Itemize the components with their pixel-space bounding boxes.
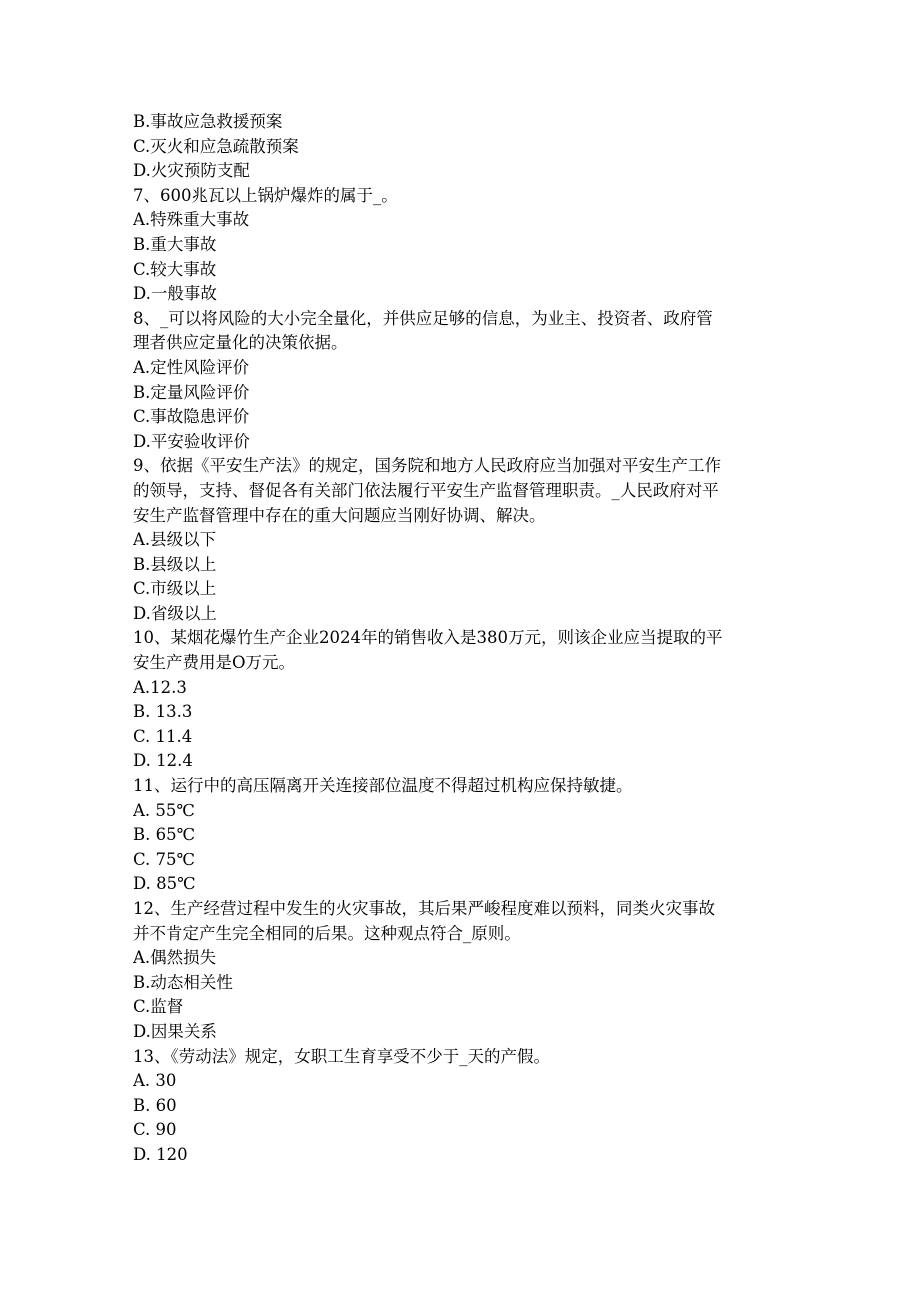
option-line: C. 11.4	[133, 726, 193, 746]
question-9-continued: 的领导，支持、督促各有关部门依法履行平安生产监督管理职责。_人民政府对平	[133, 480, 719, 500]
option-line: D.因果关系	[133, 1021, 217, 1041]
document-page	[133, 110, 793, 1168]
option-line: C. 90	[133, 1120, 177, 1140]
option-line: C.较大事故	[133, 259, 217, 279]
question-12: 12、生产经营过程中发生的火灾事故，其后果严峻程度难以预料，同类火灾事故	[133, 899, 715, 918]
option-line: C.监督	[133, 997, 184, 1017]
option-line: B.定量风险评价	[133, 382, 250, 402]
option-line: A.偶然损失	[133, 948, 217, 968]
option-line: B.重大事故	[133, 234, 217, 254]
option-line: B. 65℃	[133, 825, 196, 845]
question-9-continued: 安生产监督管理中存在的重大问题应当刚好协调、解决。	[133, 505, 546, 525]
option-line: A.12.3	[133, 677, 187, 697]
question-8: 8、_可以将风险的大小完全量化，并供应足够的信息，为业主、投资者、政府管	[133, 308, 713, 328]
question-13: 13、《劳动法》规定，女职工生育享受不少于_天的产假。	[133, 1046, 550, 1066]
option-line: C. 75℃	[133, 849, 195, 869]
option-line: C.灭火和应急疏散预案	[133, 136, 299, 156]
option-line: B. 13.3	[133, 702, 193, 722]
option-line: A.特殊重大事故	[133, 210, 250, 230]
question-9: 9、依据《平安生产法》的规定，国务院和地方人民政府应当加强对平安生产工作	[133, 456, 721, 476]
question-10: 10、某烟花爆竹生产企业2024年的销售收入是380万元，则该企业应当提取的平	[133, 628, 723, 648]
question-12-continued: 并不肯定产生完全相同的后果。这种观点符合_原则。	[133, 923, 521, 943]
option-line: A. 55℃	[133, 800, 195, 820]
option-line: D.一般事故	[133, 284, 217, 304]
option-line: B.事故应急救援预案	[133, 112, 283, 131]
option-line: D.平安验收评价	[133, 431, 250, 451]
option-line: C.事故隐患评价	[133, 407, 250, 427]
option-line: B. 60	[133, 1095, 177, 1115]
question-7: 7、600兆瓦以上锅炉爆炸的属于_。	[133, 185, 398, 205]
option-line: A.县级以下	[133, 530, 217, 550]
question-10-continued: 安生产费用是O万元。	[133, 653, 296, 673]
question-8-continued: 理者供应定量化的决策依据。	[133, 333, 348, 353]
option-line: D.火灾预防支配	[133, 161, 250, 181]
question-11: 11、运行中的高压隔离开关连接部位温度不得超过机构应保持敏捷。	[133, 776, 633, 796]
option-line: A. 30	[133, 1071, 177, 1091]
option-line: D. 12.4	[133, 751, 193, 771]
option-line: A.定性风险评价	[133, 357, 250, 377]
option-line: D. 85℃	[133, 874, 196, 894]
option-line: B.县级以上	[133, 554, 217, 574]
option-line: C.市级以上	[133, 579, 217, 599]
option-line: D. 120	[133, 1144, 188, 1164]
option-line: D.省级以上	[133, 603, 217, 623]
option-line: B.动态相关性	[133, 972, 233, 992]
